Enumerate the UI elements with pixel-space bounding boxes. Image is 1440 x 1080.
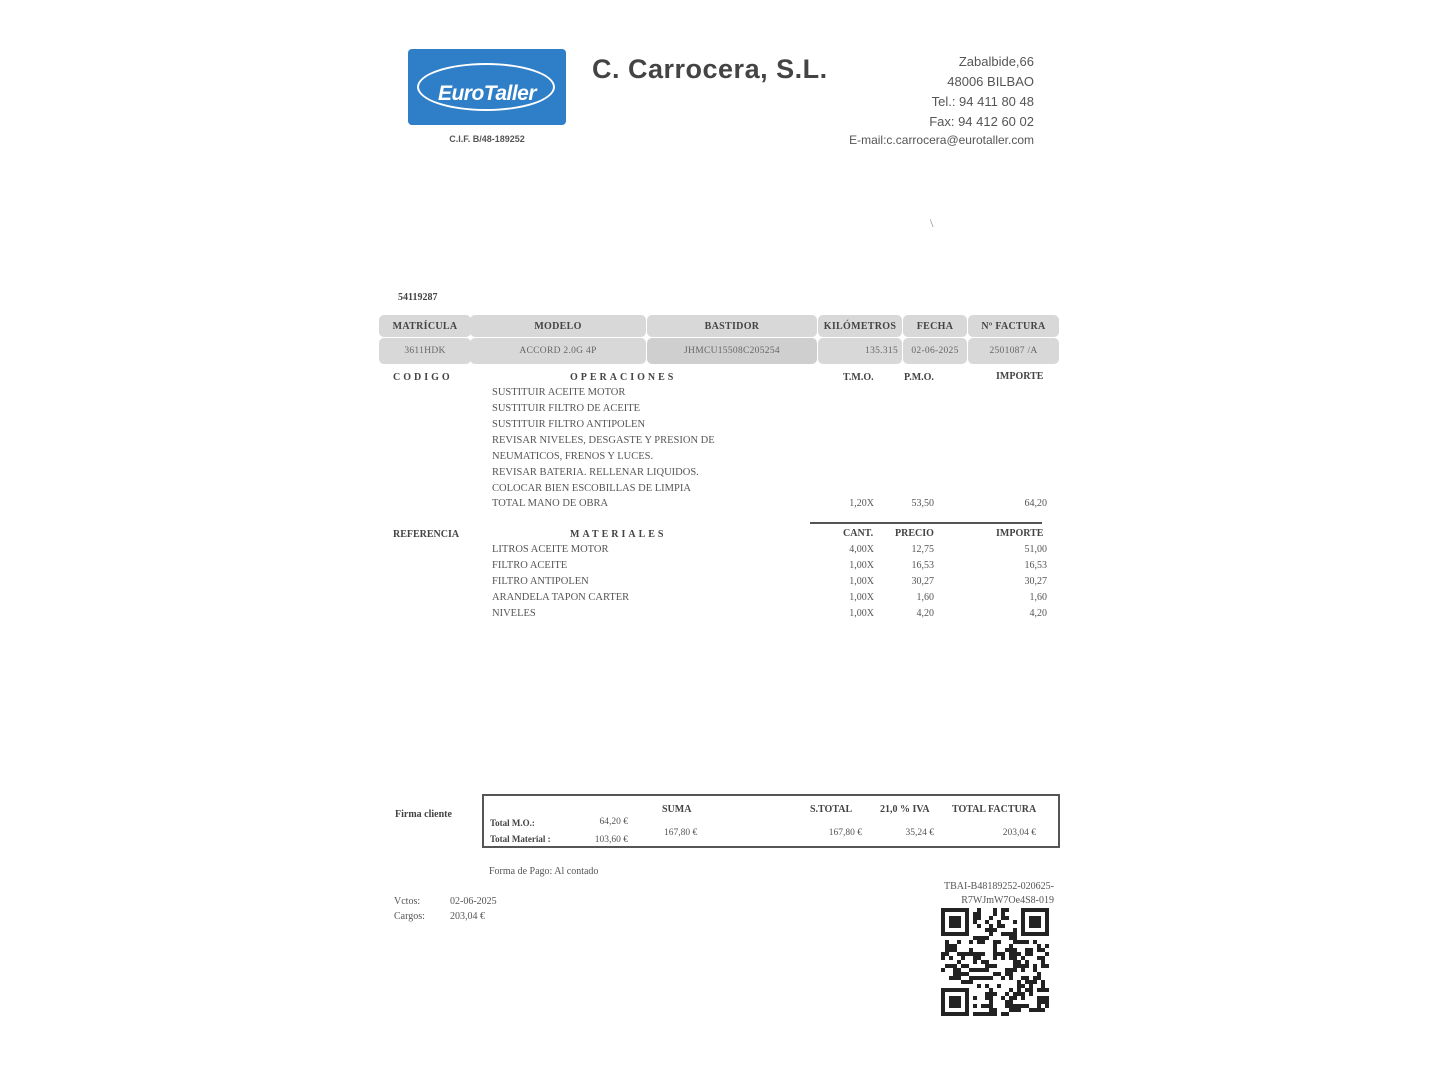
tbai-code [902,880,1054,908]
codigo-label: CODIGO [393,372,453,383]
operation-line: SUSTITUIR ACEITE MOTOR [492,387,626,398]
total-tmo: 1,20X [849,498,874,509]
divider-line [810,522,1042,524]
referencia-label: REFERENCIA [393,529,460,540]
tbai-line: R7WJmW7Oe4S8-019 [961,895,1054,906]
operation-line: COLOCAR BIEN ESCOBILLAS DE LIMPIA [492,483,691,494]
vencimiento-label: Vctos: [394,896,421,907]
operation-line: REVISAR BATERIA. RELLENAR LIQUIDOS. [492,467,699,478]
material-importe-header: IMPORTE [996,528,1044,539]
address-street: Zabalbide,66 [958,54,1034,69]
total-mo-label: Total M.O.: [490,818,535,828]
total-mo-value: 64,20 € [599,817,628,827]
total-factura-value: 203,04 € [1002,828,1036,838]
header-fecha: FECHA [903,315,967,337]
material-desc: FILTRO ACEITE [492,560,568,571]
value-bastidor: JHMCU15508C205254 [647,338,817,364]
header-factura: Nº FACTURA [968,315,1059,337]
material-desc: LITROS ACEITE MOTOR [492,544,609,555]
fax-number: Fax: 94 412 60 02 [929,114,1034,129]
total-material-label: Total Material : [490,834,551,844]
cargos-label: Cargos: [394,911,425,922]
importe-header: IMPORTE [996,371,1044,382]
material-importe: 1,60 [1029,592,1047,603]
suma-value: 167,80 € [664,828,698,838]
header-kilometros: KILÓMETROS [818,315,902,337]
firma-cliente-label: Firma cliente [395,809,452,820]
subtotal-value: 167,80 € [828,828,862,838]
precio-header: PRECIO [895,528,934,539]
material-importe: 51,00 [1024,544,1047,555]
vencimiento-value: 02-06-2025 [450,896,497,907]
iva-value: 35,24 € [905,828,934,838]
material-cant: 1,00X [849,608,874,619]
material-cant: 1,00X [849,592,874,603]
eurotaller-logo [408,49,566,125]
value-kilometros: 135.315 [818,338,902,364]
material-desc: NIVELES [492,608,536,619]
subtotal-label: S.TOTAL [810,804,853,815]
value-matricula: 3611HDK [379,338,471,364]
company-name: C. Carrocera, S.L. [592,54,828,84]
cargos-value: 203,04 € [450,911,485,922]
header-modelo: MODELO [470,315,646,337]
tmo-header: T.M.O. [843,372,874,383]
pmo-header: P.M.O. [904,372,934,383]
material-cant: 1,00X [849,560,874,571]
material-importe: 30,27 [1024,576,1047,587]
material-precio: 16,53 [911,560,934,571]
cant-header: CANT. [843,528,874,539]
material-desc: FILTRO ANTIPOLEN [492,576,589,587]
total-factura-label: TOTAL FACTURA [952,804,1037,815]
value-factura: 2501087 /A [968,338,1059,364]
scan-mark: \ [930,216,934,230]
header-bastidor: BASTIDOR [647,315,817,337]
total-importe: 64,20 [1024,498,1047,509]
address-city: 48006 BILBAO [947,74,1034,89]
material-cant: 1,00X [849,576,874,587]
materiales-title: MATERIALES [570,529,667,540]
operation-line: NEUMATICOS, FRENOS Y LUCES. [492,451,654,462]
total-mano-obra-label: TOTAL MANO DE OBRA [492,498,609,509]
material-importe: 16,53 [1024,560,1047,571]
forma-pago: Forma de Pago: Al contado [489,866,599,877]
header-matricula: MATRÍCULA [379,315,471,337]
totals-box [482,794,1060,848]
cif-number: C.I.F. B/48-189252 [449,134,525,144]
tbai-line: TBAI-B48189252-020625- [944,881,1054,892]
material-cant: 4,00X [849,544,874,555]
material-precio: 4,20 [916,608,934,619]
document-number: 54119287 [398,292,438,303]
material-precio: 1,60 [916,592,934,603]
value-modelo: ACCORD 2.0G 4P [470,338,646,364]
total-pmo: 53,50 [911,498,934,509]
email-address: E-mail:c.carrocera@eurotaller.com [849,133,1034,147]
total-material-value: 103,60 € [594,835,628,845]
suma-label: SUMA [662,804,692,815]
material-precio: 12,75 [911,544,934,555]
value-fecha: 02-06-2025 [903,338,967,364]
qr-code-icon [941,908,1049,1016]
operation-line: REVISAR NIVELES, DESGASTE Y PRESION DE [492,435,715,446]
operation-line: SUSTITUIR FILTRO ANTIPOLEN [492,419,646,430]
material-precio: 30,27 [911,576,934,587]
company-address [849,52,1034,148]
logo-text: EuroTaller [437,82,537,105]
iva-label: 21,0 % IVA [880,804,930,815]
operaciones-title: OPERACIONES [570,372,677,383]
phone-number: Tel.: 94 411 80 48 [931,94,1034,109]
operation-line: SUSTITUIR FILTRO DE ACEITE [492,403,641,414]
material-importe: 4,20 [1029,608,1047,619]
material-desc: ARANDELA TAPON CARTER [492,592,630,603]
